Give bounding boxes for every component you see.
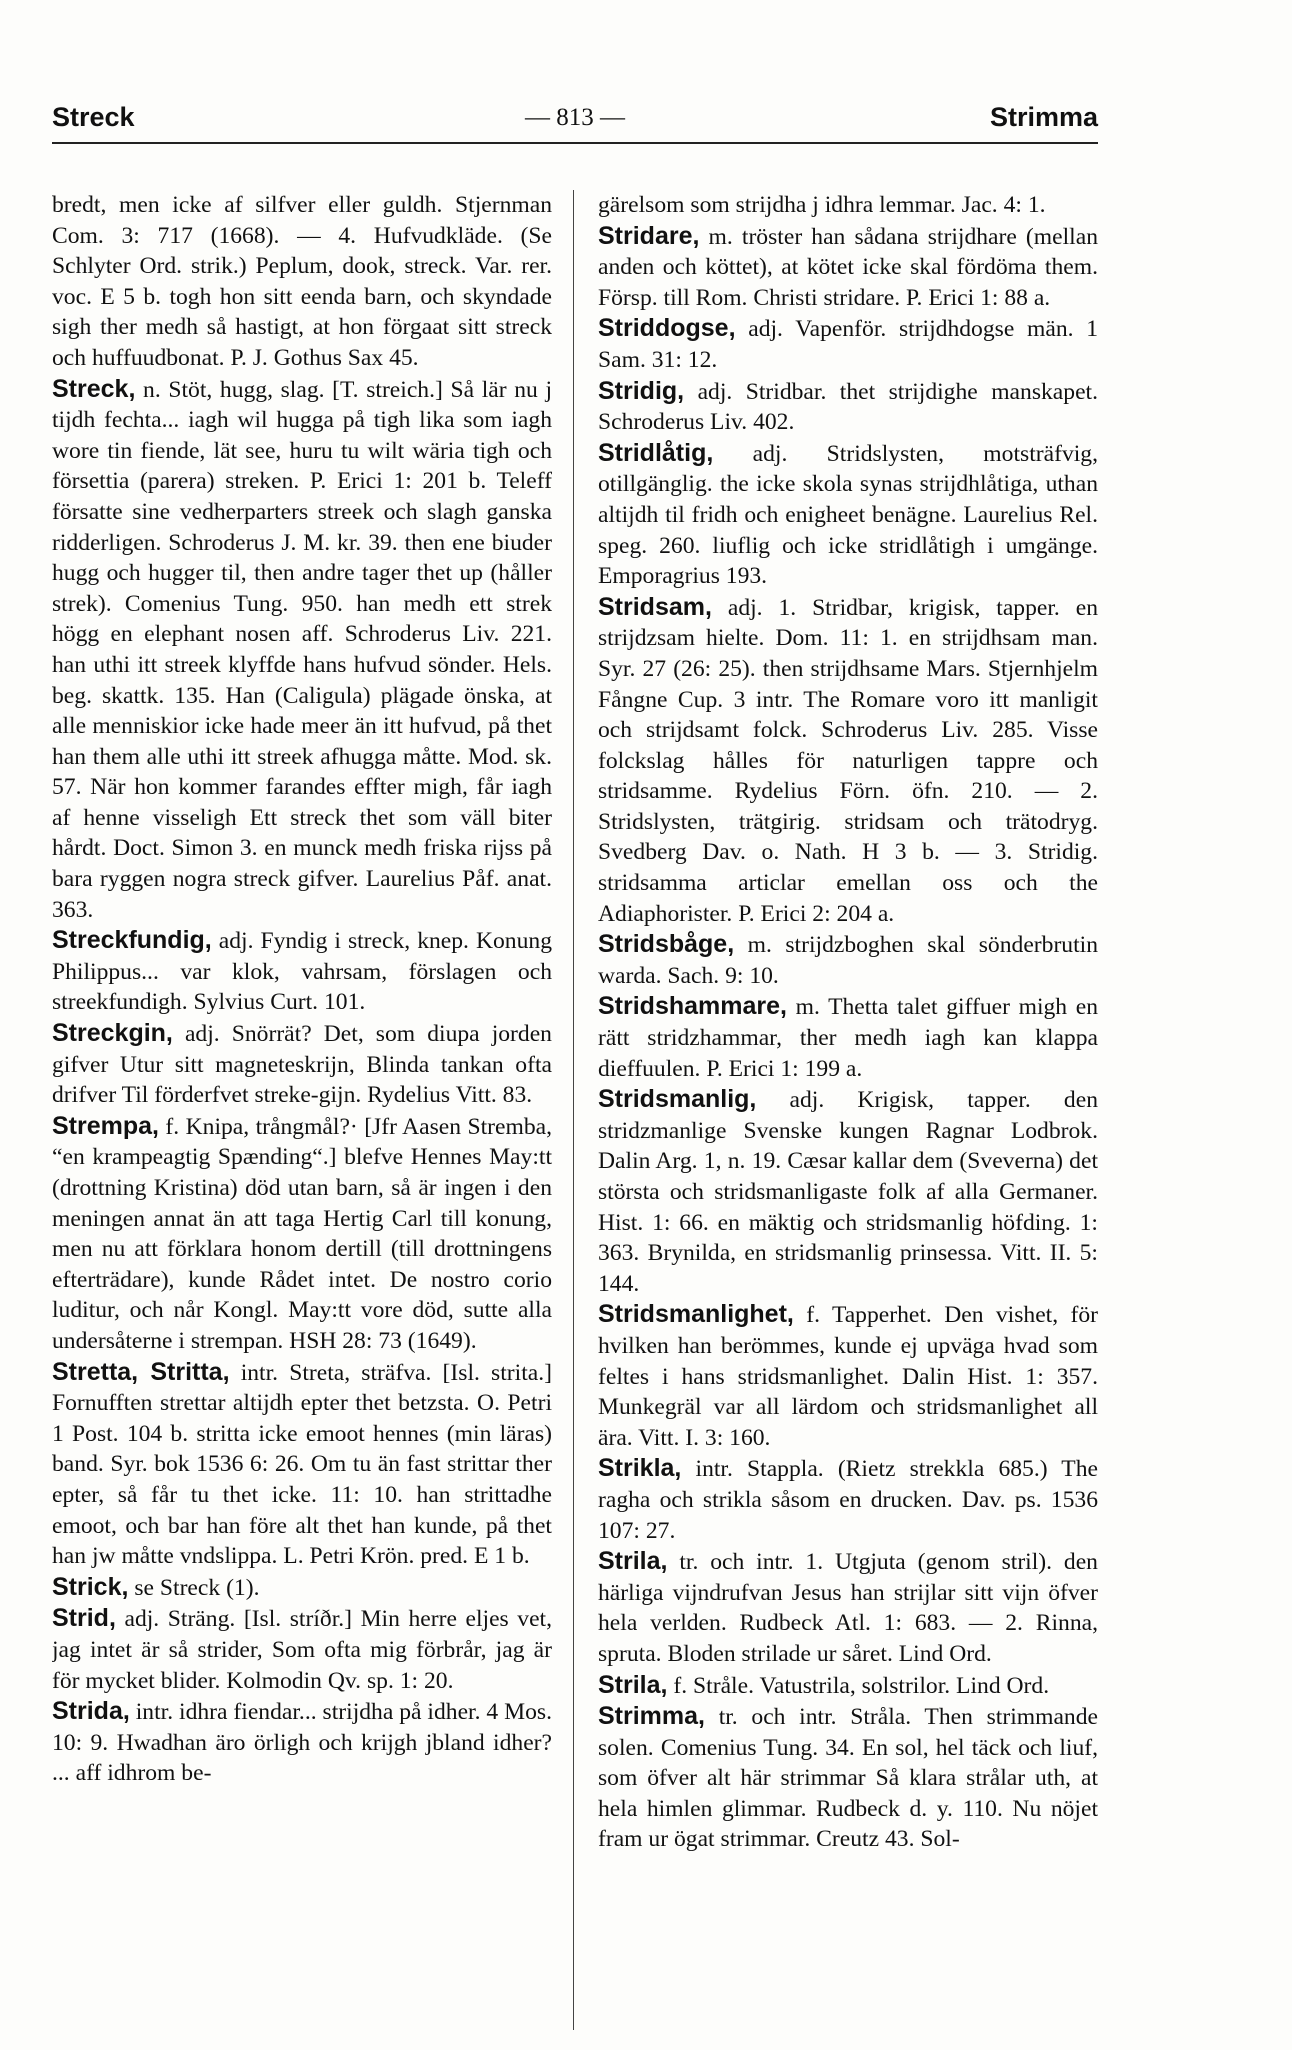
- entry-headword: Stridshammare,: [598, 992, 787, 1021]
- dictionary-entry: [52, 1111, 552, 1357]
- entry-headword: Streck,: [52, 374, 136, 403]
- entry-headword: Strick,: [52, 1572, 129, 1601]
- entry-text: adj. Stridslysten, motsträfvig, otillgänglig. the icke skola synas strijdhlåtiga, uthan altijdh til fridh och enigheet benägne. Laurelius Rel. speg. 260. liuflig och icke stridlåtigh i umgänge. Emporagrius 193.: [598, 440, 1098, 590]
- entry-headword: Striddogse,: [598, 314, 736, 343]
- dictionary-entry: [598, 1084, 1098, 1299]
- entry-text: adj. Fyndig i streck, knep. Konung Philippus... var klok, vahrsam, förslagen och streekfundigh. Sylvius Curt. 101.: [52, 928, 552, 1016]
- dictionary-entry: [52, 1696, 552, 1789]
- entry-text: m. Thetta talet giffuer migh en rätt stridzhammar, ther medh iagh kan klappa dieffuulen. P. Erici 1: 199 a.: [598, 994, 1098, 1082]
- entry-text: adj. 1. Stridbar, krigisk, tapper. en strijdzsam hielte. Dom. 11: 1. en strijdhsam man. Syr. 27 (26: 25). then strijdhsame Mars. Stjernhjelm Fångne Cup. 3 intr. The Romare voro itt manligit och strijdsamt folck. Schroderus Liv. 285. Visse folckslag hålles för naturligen tappre och stridsamme. Rydelius Förn. öfn. 210. — 2. Stridslysten, trätgirig. stridsam och trätodryg. Svedberg Dav. o. Nath. H 3 b. — 3. Stridig. stridsamma articlar emellan oss och the Adiaphorister. P. Erici 2: 204 a.: [598, 594, 1098, 927]
- column-divider: [573, 190, 574, 2030]
- entry-headword: Stridsmanlig,: [598, 1085, 757, 1114]
- page-number: — 813 —: [525, 104, 625, 131]
- dictionary-entry: [52, 1357, 552, 1572]
- entry-text: n. Stöt, hugg, slag. [T. streich.] Så lär nu j tijdh fechta... iagh wil hugga på tigh lika som iagh wore tin fiende, lät see, huru tu wilt wäria tigh och försettia (parera) streken. P. Erici 1: 201 b. Teleff försatte sine vedherparters streek och slagh ganska ridderligen. Schroderus J. M. kr. 39. then ene biuder hugg och hugger til, then andre tager thet up (håller strek). Comenius Tung. 950. han medh ett strek högg en elephant nosen aff. Schroderus Liv. 221. han uthi itt streek klyffde hans hufvud sönder. Hels. beg. skattk. 135. Han (Caligula) plägade önska, at alle menniskior icke hade meer än itt hufvud, på thet han them alle uthi itt streek afhugga måtte. Mod. sk. 57. När hon kommer farandes effter migh, får iagh af henne visseligh Ett streck thet som väll biter hårdt. Doct. Simon 3. en munck medh friska rijss på bara ryggen nogra streck gifver. Laurelius Påf. anat. 363.: [52, 376, 552, 923]
- entry-headword: Strempa,: [52, 1111, 159, 1140]
- entry-text: bredt, men icke af silfver eller guldh. Stjernman Com. 3: 717 (1668). — 4. Hufvudkläde. (Se Schlyter Ord. strik.) Peplum, dook, streck. Var. rer. voc. E 5 b. togh hon sitt eenda barn, och skyndade sigh ther medh så hastigt, at hon förgaat sitt streck och huffuudbonat. P. J. Gothus Sax 45.: [52, 192, 552, 371]
- dictionary-entry: [598, 376, 1098, 438]
- entry-headword: Stridlåtig,: [598, 438, 714, 467]
- running-header: [52, 102, 1098, 144]
- dictionary-entry: [598, 991, 1098, 1084]
- dictionary-entry: [598, 1299, 1098, 1453]
- dictionary-entry: [598, 592, 1098, 930]
- entry-headword: Stretta, Stritta,: [52, 1357, 230, 1386]
- entry-headword: Streckgin,: [52, 1019, 173, 1048]
- entry-text: adj. Sträng. [Isl. stríðr.] Min herre eljes vet, jag intet är så strider, Som ofta mig förbrår, jag är för mycket blider. Kolmodin Qv. sp. 1: 20.: [52, 1606, 552, 1694]
- entry-headword: Strimma,: [598, 1702, 705, 1731]
- dictionary-entry: [52, 1572, 552, 1604]
- entry-text: tr. och intr. 1. Utgjuta (genom stril). den härliga vijndrufvan Jesus han strijlar sitt vijn öfver hela verlden. Rudbeck Atl. 1: 683. — 2. Rinna, spruta. Bloden strilade ur såret. Lind Ord.: [598, 1549, 1098, 1667]
- entry-text: f. Tapperhet. Den vishet, för hvilken han berömmes, kunde ej upväga hvad som feltes i hans stridsmanlighet. Dalin Hist. 1: 357. Munkegräl var all lärdom och stridsmanlighet all ära. Vitt. I. 3: 160.: [598, 1302, 1098, 1451]
- entry-headword: Strila,: [598, 1670, 668, 1699]
- dictionary-entry: [52, 1018, 552, 1111]
- dictionary-entry: [598, 221, 1098, 314]
- dictionary-entry: [52, 925, 552, 1018]
- dictionary-entry: [598, 1546, 1098, 1669]
- right-column: [598, 190, 1098, 2030]
- entry-headword: Strila,: [598, 1547, 668, 1576]
- dictionary-entry: [598, 1701, 1098, 1855]
- dictionary-entry: [598, 438, 1098, 592]
- entry-text: intr. idhra fiendar... strijdha på idher. 4 Mos. 10: 9. Hwadhan äro örligh och krijgh jbland idher? ... aff idhrom be-: [52, 1699, 552, 1787]
- entry-text: f. Knipa, trångmål?· [Jfr Aasen Stremba, “en krampeagtig Spænding“.] blefve Hennes May:tt (drottning Kristina) död utan barn, så är ingen i den meningen annat än att taga Hertig Carl till konung, men nu att förklara honom dertill (till drottningens efterträdare), kunde Rådet intet. De nostro corio luditur, och når Kongl. May:tt vore död, sutte alla undersåterne i strempan. HSH 28: 73 (1649).: [52, 1113, 552, 1354]
- entry-text: se Streck (1).: [134, 1574, 260, 1601]
- entry-headword: Strikla,: [598, 1454, 682, 1483]
- entry-headword: Stridare,: [598, 221, 700, 250]
- dictionary-entry: [52, 374, 552, 926]
- dictionary-entry: [52, 190, 552, 374]
- dictionary-entry: [598, 929, 1098, 991]
- header-first-headword: Streck: [52, 102, 135, 132]
- left-column: [52, 190, 552, 2030]
- entry-text: adj. Vapenför. strijdhdogse män. 1 Sam. 31: 12.: [598, 316, 1098, 373]
- entry-text: adj. Stridbar. thet strijdighe manskapet. Schroderus Liv. 402.: [598, 378, 1098, 436]
- entry-text: m. tröster han sådana strijdhare (mellan anden och köttet), at kötet icke skal fördöma them. Försp. till Rom. Christi stridare. P. Erici 1: 88 a.: [598, 223, 1098, 311]
- dictionary-entry: [598, 1453, 1098, 1546]
- entry-text: adj. Krigisk, tapper. den stridzmanlige Svenske kungen Ragnar Lodbrok. Dalin Arg. 1, n. 19. Cæsar kallar dem (Sveverna) det största och stridsmanligaste folk af alla Germaner. Hist. 1: 66. en mäktig och stridsmanlig höfding. 1: 363. Brynilda, en stridsmanlig prinsessa. Vitt. II. 5: 144.: [598, 1087, 1098, 1297]
- entry-text: tr. och intr. Stråla. Then strimmande solen. Comenius Tung. 34. En sol, hel täck och liuf, som öfver alt här strimmar Så klara strålar uth, at hela himlen glimmar. Rudbeck d. y. 110. Nu nöjet fram ur ögat strimmar. Creutz 43. Sol-: [598, 1704, 1098, 1853]
- entry-headword: Stridsmanlighet,: [598, 1300, 794, 1329]
- entry-text: gärelsom som strijdha j idhra lemmar. Jac. 4: 1.: [598, 192, 1046, 218]
- entry-headword: Stridsam,: [598, 592, 712, 621]
- entry-headword: Stridig,: [598, 376, 685, 405]
- entry-headword: Streckfundig,: [52, 926, 212, 955]
- entry-text: m. strijdzboghen skal sönderbrutin warda. Sach. 9: 10.: [598, 932, 1098, 989]
- entry-headword: Strid,: [52, 1604, 116, 1633]
- dictionary-entry: [598, 1670, 1098, 1702]
- dictionary-entry: [52, 1603, 552, 1696]
- entry-headword: Stridsbåge,: [598, 930, 735, 959]
- entry-text: intr. Stappla. (Rietz strekkla 685.) The ragha och strikla såsom en drucken. Dav. ps. 1536 107: 27.: [598, 1456, 1098, 1544]
- entry-text: f. Stråle. Vatustrila, solstrilor. Lind Ord.: [673, 1672, 1050, 1699]
- header-last-headword: Strimma: [989, 102, 1098, 132]
- entry-headword: Strida,: [52, 1697, 130, 1726]
- dictionary-entry: [598, 190, 1098, 221]
- entry-text: adj. Snörrät? Det, som diupa jorden gifver Utur sitt magneteskrijn, Blinda tankan ofta drifver Til förderfvet streke-gijn. Rydelius Vitt. 83.: [52, 1021, 552, 1109]
- entry-text: intr. Streta, sträfva. [Isl. strita.] Fornufften strettar altijdh epter thet betzsta. O. Petri 1 Post. 104 b. stritta icke emoot hennes (min läras) band. Syr. bok 1536 6: 26. Om tu än fast strittar ther epter, så får tu thet icke. 11: 10. han strittadhe emoot, och bar han före alt thet han kunde, på thet han jw måtte vndslippa. L. Petri Krön. pred. E 1 b.: [52, 1359, 552, 1570]
- dictionary-entry: [598, 313, 1098, 375]
